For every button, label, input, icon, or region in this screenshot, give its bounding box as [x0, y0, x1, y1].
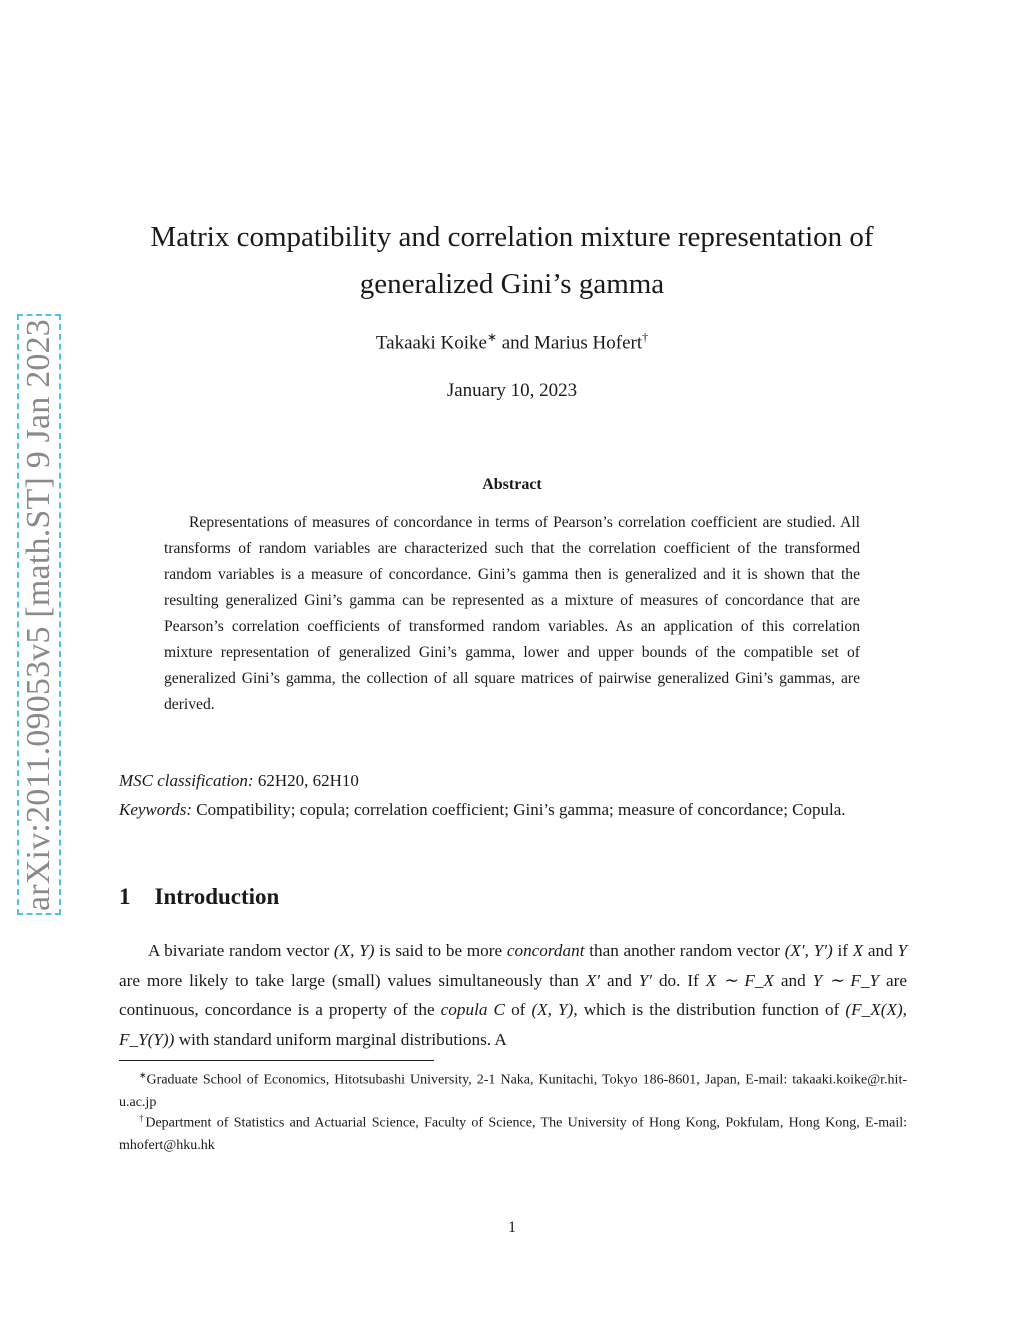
abstract-heading: Abstract	[482, 476, 542, 493]
math-expression: (X, Y)	[531, 1000, 574, 1019]
arxiv-identifier[interactable]: arXiv:2011.09053v5 [math.ST] 9 Jan 2023	[20, 318, 57, 911]
msc-value: 62H20, 62H10	[257, 771, 359, 790]
footnote-rule	[119, 1060, 434, 1061]
math-expression: (F_X(X), F_Y(Y))	[119, 1000, 907, 1049]
author-hofert: Marius Hofert	[533, 332, 643, 354]
section-number: 1	[119, 884, 131, 909]
section-heading	[119, 884, 279, 910]
footnote-mark-star[interactable]: ∗	[486, 330, 497, 344]
emphasis-copula: copula	[440, 1000, 488, 1019]
intro-text: and	[774, 970, 813, 990]
intro-text: is said to be more	[374, 941, 507, 960]
keywords	[119, 795, 907, 825]
arxiv-stamp[interactable]	[17, 314, 61, 915]
intro-paragraph	[119, 936, 907, 1054]
math-expression: Y	[897, 941, 908, 960]
msc-label: MSC classification:	[119, 771, 254, 790]
footnote-text: Graduate School of Economics, Hitotsubashi University, 2-1 Naka, Kunitachi, Tokyo 186-8601, Japan, E-mail: takaaki.koike@r.hit-u.ac.jp	[119, 1072, 907, 1110]
intro-text: do. If	[652, 970, 706, 990]
intro-text: , which is the distribution function of	[573, 1000, 846, 1019]
authors-connector: and	[497, 332, 534, 354]
author-koike: Takaaki Koike	[375, 332, 487, 354]
intro-text: with standard uniform marginal distributions. A	[174, 1029, 507, 1049]
math-expression: (X, Y)	[333, 941, 375, 960]
intro-text: are continuous, concordance is a property of the	[119, 970, 907, 1019]
footnote-text: Department of Statistics and Actuarial Science, Faculty of Science, The University of Hong Kong, Pokfulam, Hong Kong, E-mail: mhofert@hku.hk	[119, 1115, 907, 1153]
footnote-mark-dagger[interactable]: †	[642, 330, 649, 344]
intro-text: are more likely to take large (small) values simultaneously than	[119, 970, 586, 990]
emphasis-concordant: concordant	[506, 941, 585, 960]
footnote-mark-dagger: †	[139, 1113, 146, 1123]
math-expression: X	[852, 941, 864, 960]
intro-text: A bivariate random vector	[148, 941, 334, 960]
page-number: 1	[508, 1219, 516, 1236]
math-expression: X ∼ F_X	[705, 970, 775, 990]
math-expression: Y′	[638, 970, 653, 990]
abstract-body: Representations of measures of concordance in terms of Pearson’s correlation coefficient are studied. All transforms of random variables are characterized such that the correlation coefficient of the transformed random variables is a measure of concordance. Gini’s gamma then is generalized and it is shown that the resulting generalized Gini’s gamma can be represented as a mixture of measures of concordance that are Pearson’s correlation coefficients of transformed random variables. As an application of this correlation mixture representation of generalized Gini’s gamma, lower and upper bounds of the compatible set of generalized Gini’s gamma, the collection of all square matrices of pairwise generalized Gini’s gammas, are derived.	[164, 514, 860, 713]
keywords-label: Keywords:	[119, 800, 193, 819]
intro-text: and	[600, 970, 639, 990]
intro-text: and	[863, 941, 898, 960]
math-expression: Y ∼ F_Y	[812, 970, 880, 990]
intro-text: if	[832, 941, 853, 960]
msc-classification	[119, 766, 907, 796]
footnote-hofert	[119, 1107, 907, 1157]
keywords-value: Compatibility; copula; correlation coefficient; Gini’s gamma; measure of concordance; Copula.	[196, 800, 846, 819]
intro-text: than another random vector	[584, 941, 785, 960]
intro-text: of	[505, 1000, 532, 1019]
footnote-mark-star: ∗	[139, 1070, 147, 1080]
paper-title: Matrix compatibility and correlation mixture representation of generalized Gini’s gamma	[150, 221, 874, 300]
section-title: Introduction	[154, 884, 280, 909]
math-expression: (X′, Y′)	[784, 941, 833, 960]
paper-date: January 10, 2023	[446, 380, 578, 401]
authors-line	[120, 330, 904, 354]
math-expression: X′	[585, 970, 601, 990]
math-expression: C	[487, 1000, 505, 1019]
